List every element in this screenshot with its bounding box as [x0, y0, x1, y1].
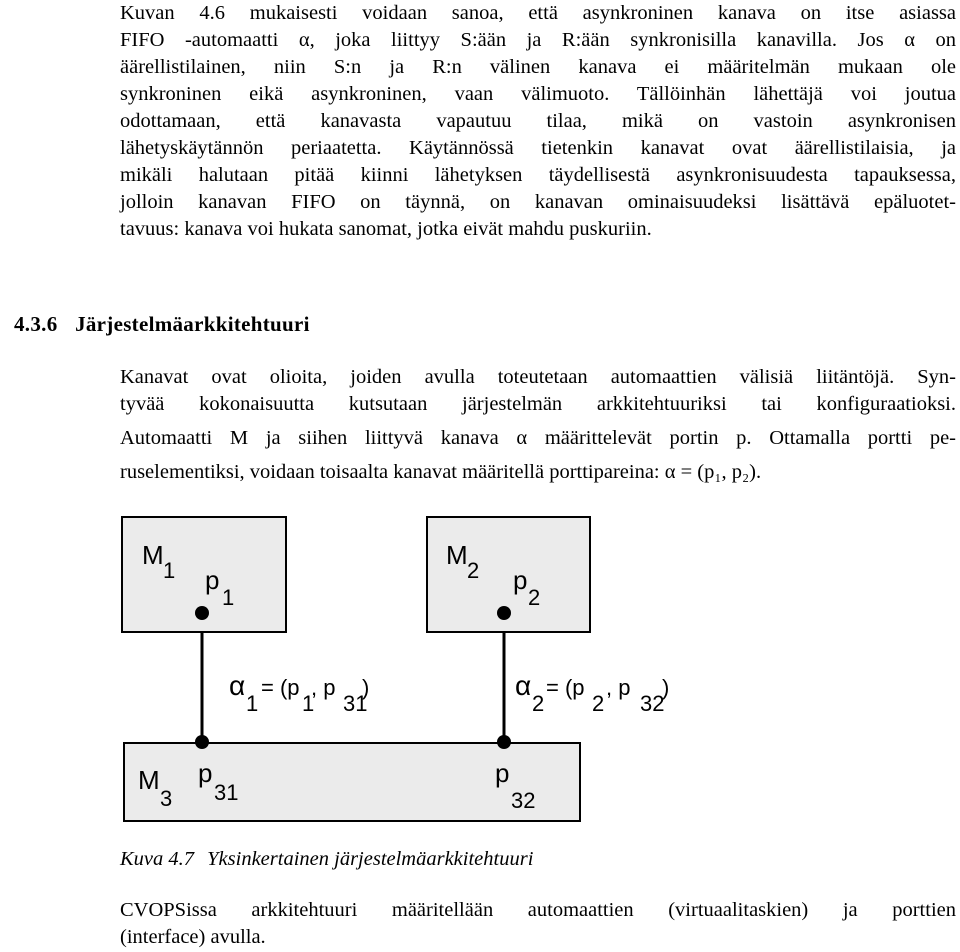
p32-subscript: 32 [511, 788, 536, 813]
paragraph-line: äärellistilainen, niin S:n ja R:n välinen kanava ei määritelmän mukaan ole [120, 56, 956, 78]
alpha-2-first-sub: 2 [592, 691, 605, 716]
port-p32-dot [497, 735, 511, 749]
paragraph-line: mikäli halutaan pitää kiinni lähetyksen täydellisestä asynkronisuudesta tapauksessa, [120, 164, 956, 186]
paragraph-line: Automaatti M ja siihen liittyvä kanava α määrittelevät portin p. Ottamalla portti pe- [120, 427, 956, 449]
paragraph-line: tyvää kokonaisuutta kutsutaan järjestelmän arkkitehtuuriksi tai konfiguraatioksi. [120, 393, 956, 415]
figure-caption [120, 848, 533, 871]
architecture-diagram [0, 500, 960, 830]
p2-subscript: 2 [528, 585, 541, 610]
section-heading [14, 312, 310, 337]
paragraph-line: tavuus: kanava voi hukata sanomat, jotka eivät mahdu puskuriin. [120, 218, 652, 240]
p31-label: p [198, 758, 213, 788]
paragraph-line: odottamaan, että kanavasta vapautuu tilaa, mikä on vastoin asynkronisen [120, 110, 956, 132]
alpha-1-close: ) [362, 675, 370, 700]
alpha-2-second-sub: 32 [640, 691, 665, 716]
paragraph-line: Kanavat ovat olioita, joiden avulla toteutetaan automaattien välisiä liitäntöjä. Syn- [120, 366, 956, 388]
p1-label: p [205, 565, 220, 595]
section-title: Järjestelmäarkkitehtuuri [75, 312, 310, 336]
alpha-1-comma: , p [311, 675, 336, 700]
m2-label: M [446, 540, 468, 570]
section-number: 4.3.6 [14, 312, 58, 336]
p2-label: p [513, 565, 528, 595]
p1-subscript: 1 [222, 585, 235, 610]
alpha-2-eq: = (p [546, 675, 585, 700]
m1-label: M [142, 540, 164, 570]
m2-subscript: 2 [467, 558, 480, 583]
alpha-1-subscript: 1 [246, 691, 259, 716]
paragraph-line: jolloin kanavan FIFO on täynnä, on kanavan ominaisuudeksi lisättävä epäluotet- [120, 191, 956, 213]
m1-subscript: 1 [163, 558, 176, 583]
caption-text: Yksinkertainen järjestelmäarkkitehtuuri [207, 848, 534, 870]
port-p2-dot [497, 606, 511, 620]
paragraph-line: synkroninen eikä asynkroninen, vaan välimuoto. Tällöinhän lähettäjä voi joutua [120, 83, 956, 105]
paragraph-line: ruselementiksi, voidaan toisaalta kanavat määritellä porttipareina: α = (p₁, p₂). [120, 461, 762, 483]
m3-subscript: 3 [160, 786, 173, 811]
paragraph-line: FIFO -automaatti α, joka liittyy S:ään ja R:ään synkronisilla kanavilla. Jos α on [120, 29, 956, 51]
alpha-1-eq: = (p [261, 675, 300, 700]
p31-subscript: 31 [214, 780, 239, 805]
closing-paragraph [120, 897, 956, 951]
alpha-1-first-sub: 1 [302, 691, 315, 716]
alpha-2-comma: , p [606, 675, 631, 700]
alpha-1-symbol: α [229, 670, 246, 701]
alpha-2-symbol: α [515, 670, 532, 701]
alpha-2-close: ) [662, 675, 670, 700]
intro-paragraph [120, 0, 956, 243]
paragraph-line: Kuvan 4.6 mukaisesti voidaan sanoa, että asynkroninen kanava on itse asiassa [120, 2, 956, 24]
alpha-1-second-sub: 31 [343, 691, 368, 716]
alpha-2-subscript: 2 [532, 691, 545, 716]
paragraph-line: lähetyskäytännön periaatetta. Käytännössä tietenkin kanavat ovat äärellistilaisia, ja [120, 137, 956, 159]
port-p31-dot [195, 735, 209, 749]
p32-label: p [495, 758, 510, 788]
paragraph-line: (interface) avulla. [120, 926, 266, 948]
paragraph-line: CVOPSissa arkkitehtuuri määritellään automaattien (virtuaalitaskien) ja porttien [120, 899, 956, 921]
section-paragraph [120, 364, 956, 486]
caption-number: Kuva 4.7 [120, 848, 195, 870]
port-p1-dot [195, 606, 209, 620]
m3-label: M [138, 765, 160, 795]
